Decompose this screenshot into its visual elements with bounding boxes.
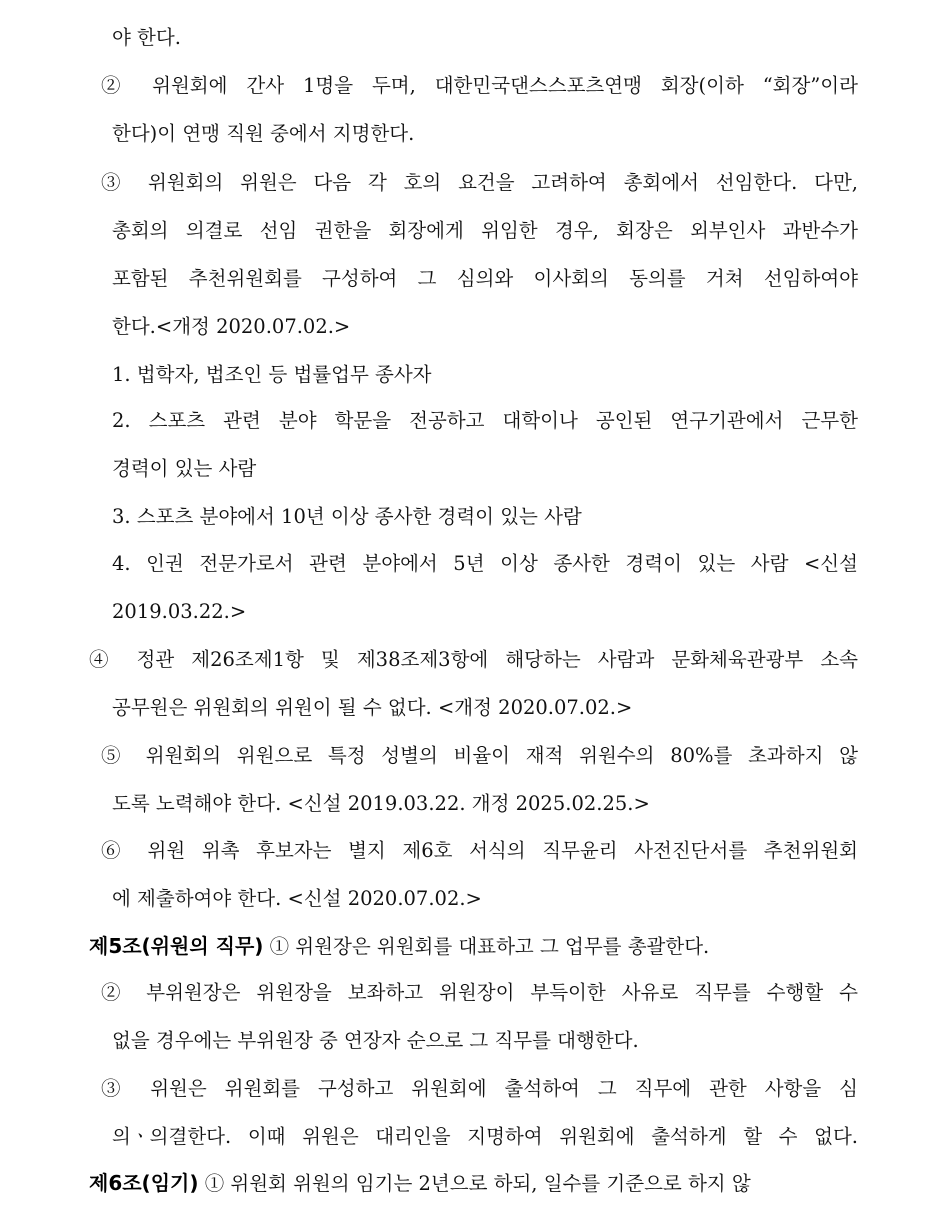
article-6-heading: 제6조(임기) <box>89 1171 199 1195</box>
text-line: 야 한다. <box>112 26 181 49</box>
text-line: 2. 스포츠 관련 분야 학문을 전공하고 대학이나 공인된 연구기관에서 근무한 <box>112 409 858 432</box>
text-line: 의ㆍ의결한다. 이때 위원은 대리인을 지명하여 위원회에 출석하게 할 수 없다. <box>112 1125 858 1148</box>
text-line: 공무원은 위원회의 위원이 될 수 없다. <개정 2020.07.02.> <box>112 696 633 719</box>
article-6-paragraph-1: ① 위원회 위원의 임기는 2년으로 하되, 일수를 기준으로 하지 않 <box>204 1172 751 1195</box>
article-6-first-line <box>89 1166 858 1200</box>
text-line: 없을 경우에는 부위원장 중 연장자 순으로 그 직무를 대행한다. <box>112 1029 639 1052</box>
article-5-heading: 제5조(위원의 직무) <box>89 934 264 958</box>
text-line: ② 위원회에 간사 1명을 두며, 대한민국댄스스포츠연맹 회장(이하 “회장”이라 <box>101 74 858 97</box>
text-line: 한다.<개정 2020.07.02.> <box>112 315 351 338</box>
text-line: 총회의 의결로 선임 권한을 회장에게 위임한 경우, 회장은 외부인사 과반수가 <box>112 219 858 242</box>
text-line: 한다)이 연맹 직원 중에서 지명한다. <box>112 122 415 145</box>
text-line: 4. 인권 전문가로서 관련 분야에서 5년 이상 종사한 경력이 있는 사람 <신설 <box>112 552 858 575</box>
text-line: 경력이 있는 사람 <box>112 457 257 480</box>
text-line: ② 부위원장은 위원장을 보좌하고 위원장이 부득이한 사유로 직무를 수행할 수 <box>101 981 858 1004</box>
article-5-first-line <box>89 929 858 963</box>
text-line: ⑥ 위원 위촉 후보자는 별지 제6호 서식의 직무윤리 사전진단서를 추천위원회 <box>101 839 858 862</box>
text-line: 1. 법학자, 법조인 등 법률업무 종사자 <box>112 363 432 386</box>
text-line: ⑤ 위원회의 위원으로 특정 성별의 비율이 재적 위원수의 80%를 초과하지 않 <box>101 744 858 767</box>
text-line: ④ 정관 제26조제1항 및 제38조제3항에 해당하는 사람과 문화체육관광부 소속 <box>89 648 858 671</box>
text-line: 포함된 추천위원회를 구성하여 그 심의와 이사회의 동의를 거쳐 선임하여야 <box>112 267 858 290</box>
text-line: ③ 위원회의 위원은 다음 각 호의 요건을 고려하여 총회에서 선임한다. 다만, <box>101 171 858 194</box>
text-line: 도록 노력해야 한다. <신설 2019.03.22. 개정 2025.02.25.> <box>112 792 650 815</box>
text-line: ③ 위원은 위원회를 구성하고 위원회에 출석하여 그 직무에 관한 사항을 심 <box>101 1077 858 1100</box>
text-line: 2019.03.22.> <box>112 600 247 623</box>
text-line: 3. 스포츠 분야에서 10년 이상 종사한 경력이 있는 사람 <box>112 505 582 528</box>
text-line: 에 제출하여야 한다. <신설 2020.07.02.> <box>112 887 482 910</box>
article-5-paragraph-1: ① 위원장은 위원회를 대표하고 그 업무를 총괄한다. <box>269 935 710 958</box>
